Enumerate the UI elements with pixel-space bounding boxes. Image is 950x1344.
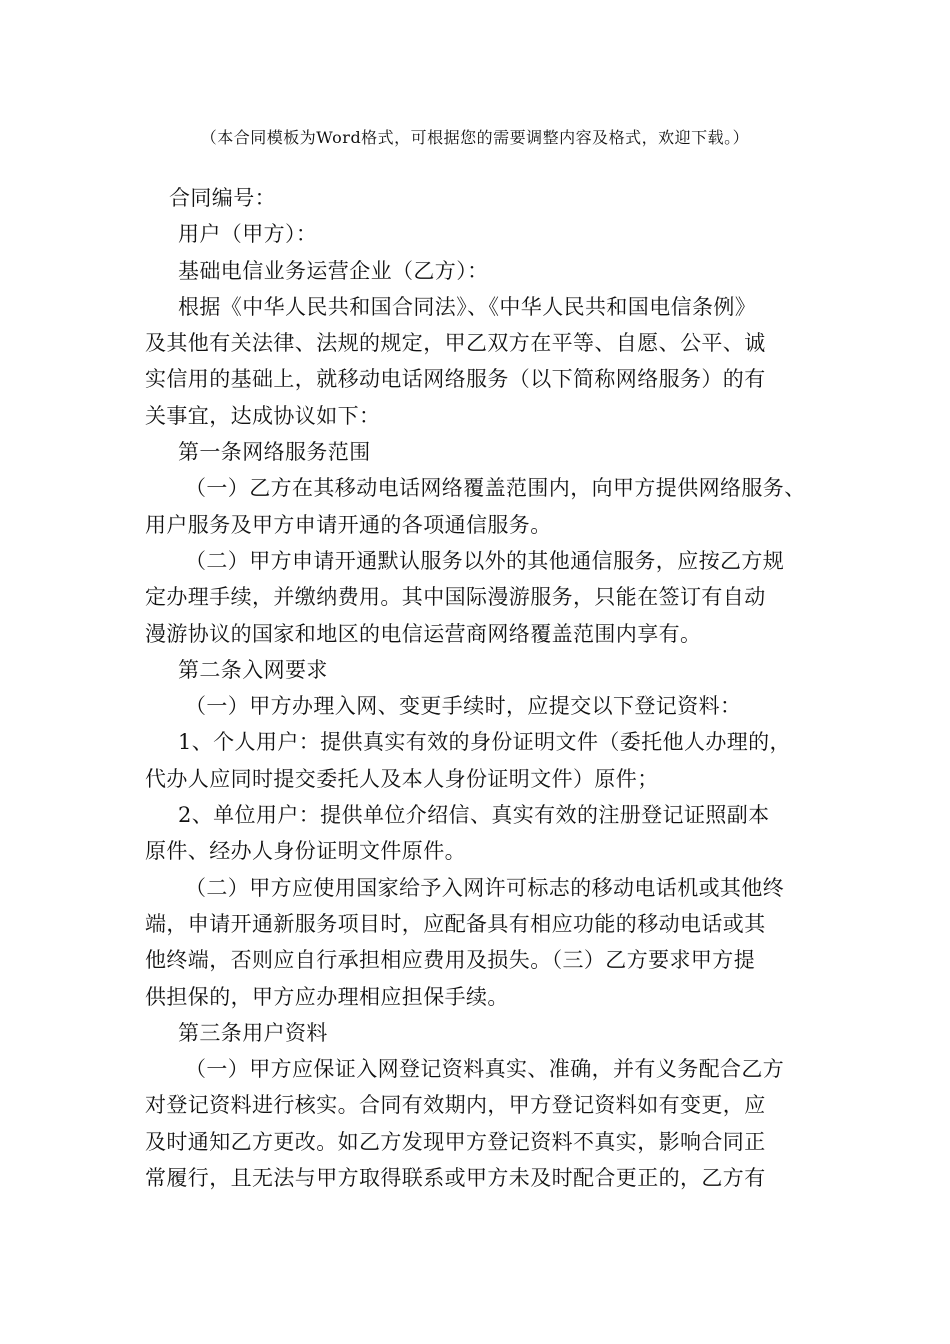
paragraph-line: 实信用的基础上，就移动电话网络服务（以下简称网络服务）的有	[145, 367, 766, 392]
paragraph-line: 对登记资料进行核实。合同有效期内，甲方登记资料如有变更，应	[145, 1093, 766, 1118]
paragraph-line: （一）乙方在其移动电话网络覆盖范围内，向甲方提供网络服务、	[185, 476, 806, 501]
paragraph-line: 代办人应同时提交委托人及本人身份证明文件）原件；	[145, 766, 659, 791]
paragraph-line: （二）甲方申请开通默认服务以外的其他通信服务，应按乙方规	[185, 548, 785, 573]
paragraph-line: 根据《中华人民共和国合同法》、《中华人民共和国电信条例》	[178, 294, 757, 319]
article-heading: 第一条网络服务范围	[178, 440, 371, 465]
contract-body	[145, 180, 805, 1196]
paragraph-line: 2、单位用户：提供单位介绍信、真实有效的注册登记证照副本	[178, 803, 770, 828]
contract-number-line: 合同编号：	[169, 186, 276, 210]
paragraph-line: 及时通知乙方更改。如乙方发现甲方登记资料不真实，影响合同正	[145, 1129, 766, 1154]
template-note: （本合同模板为Word格式，可根据您的需要调整内容及格式，欢迎下载。）	[200, 128, 750, 147]
party-b-line: 基础电信业务运营企业（乙方）：	[178, 258, 489, 283]
paragraph-line: 关事宜，达成协议如下：	[145, 403, 381, 428]
paragraph-line: 定办理手续，并缴纳费用。其中国际漫游服务，只能在签订有自动	[145, 585, 766, 610]
paragraph-line: 1、个人用户：提供真实有效的身份证明文件（委托他人办理的，	[178, 730, 791, 755]
paragraph-line: 用户服务及甲方申请开通的各项通信服务。	[145, 512, 552, 537]
article-heading: 第二条入网要求	[178, 657, 328, 682]
paragraph-line: 及其他有关法律、法规的规定，甲乙双方在平等、自愿、公平、诚	[145, 331, 766, 356]
article-heading: 第三条用户资料	[178, 1020, 328, 1045]
paragraph-line: （二）甲方应使用国家给予入网许可标志的移动电话机或其他终	[185, 875, 785, 900]
paragraph-line: 供担保的，甲方应办理相应担保手续。	[145, 984, 509, 1009]
paragraph-line: 端，申请开通新服务项目时，应配备具有相应功能的移动电话或其	[145, 911, 766, 936]
paragraph-line: 漫游协议的国家和地区的电信运营商网络覆盖范围内享有。	[145, 621, 702, 646]
party-a-line: 用户（甲方）：	[178, 222, 318, 247]
paragraph-line: 原件、经办人身份证明文件原件。	[145, 839, 466, 864]
paragraph-line: 他终端，否则应自行承担相应费用及损失。（三）乙方要求甲方提	[145, 948, 756, 973]
paragraph-line: （一）甲方办理入网、变更手续时，应提交以下登记资料：	[185, 694, 742, 719]
paragraph-line: 常履行，且无法与甲方取得联系或甲方未及时配合更正的，乙方有	[145, 1166, 766, 1191]
paragraph-line: （一）甲方应保证入网登记资料真实、准确，并有义务配合乙方	[185, 1057, 785, 1082]
